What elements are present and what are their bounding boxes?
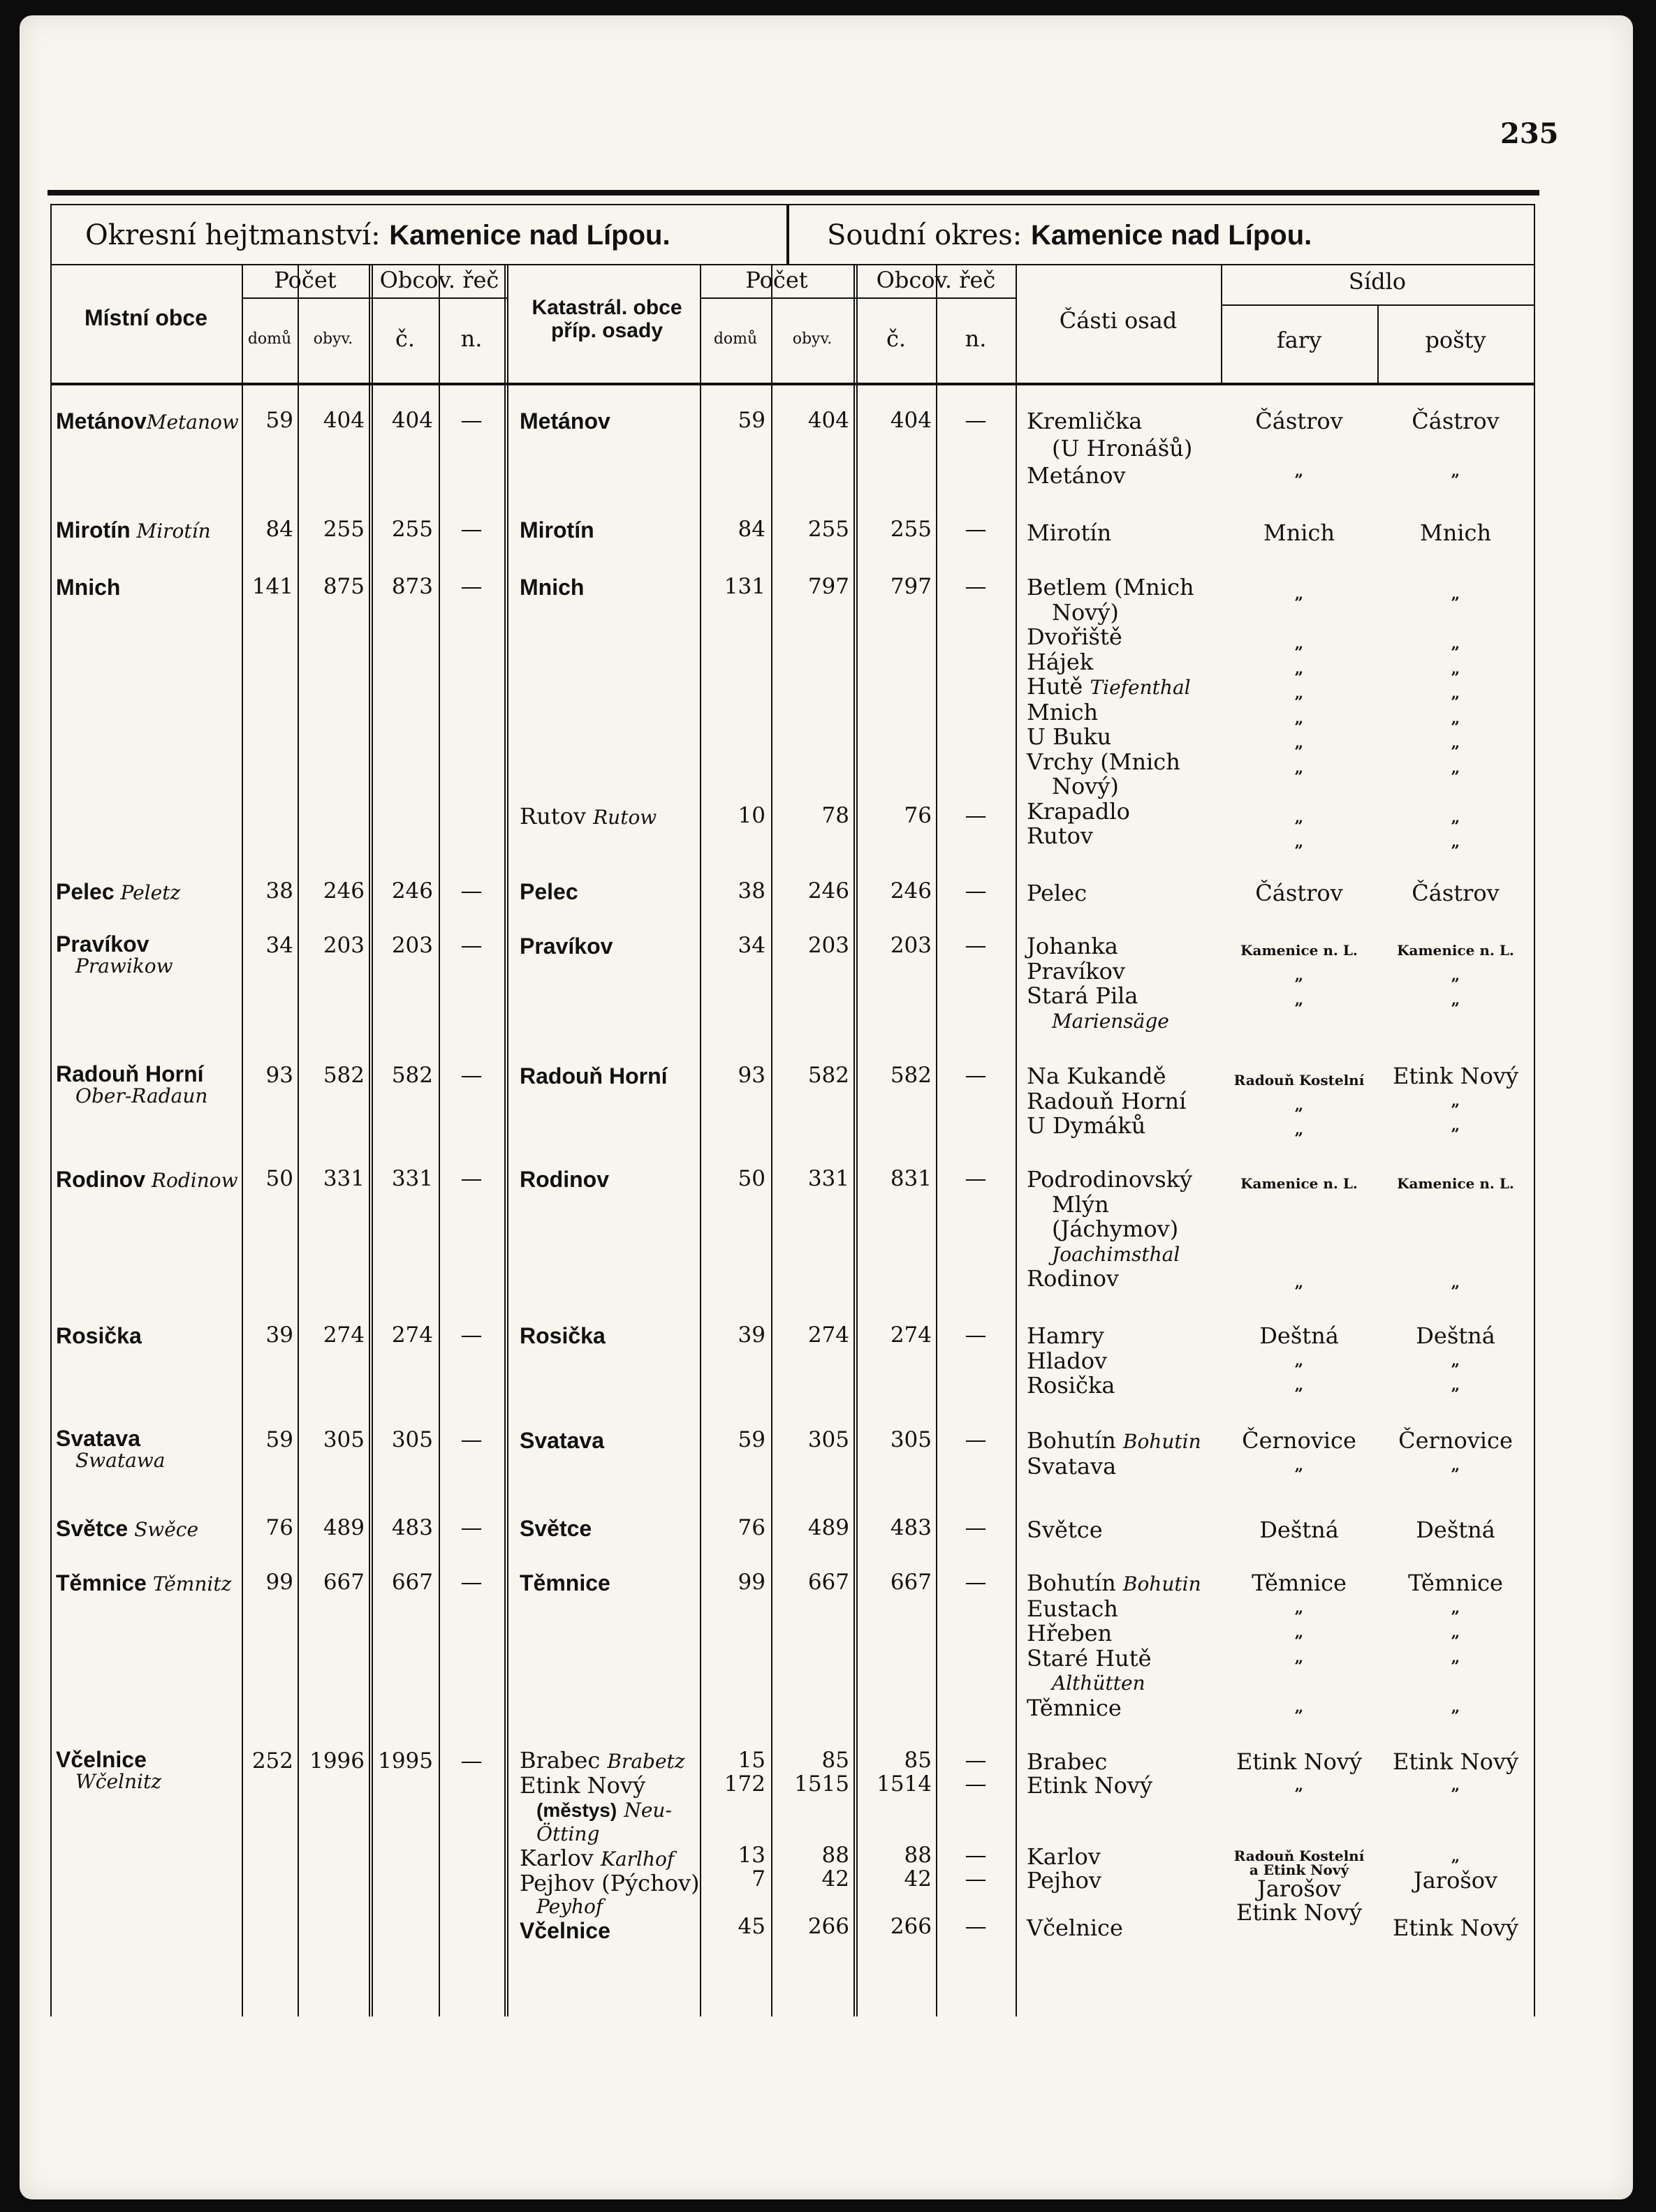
post-seat: Etink Nový „ „ (1392, 1063, 1519, 1135)
inhabitants: 582 (323, 1063, 365, 1088)
czech2: 483 (890, 1515, 932, 1540)
post-seat: Kamenice n. L. „ „ (1397, 942, 1514, 1009)
parts-list: Johanka Pravíkov Stará Pila Mariensäge (1027, 933, 1169, 1033)
german2: — (965, 878, 987, 904)
german: — (460, 1063, 483, 1088)
inhabitants2: 78 (821, 803, 849, 828)
cadastral-name: Rutov Rutow (520, 803, 657, 830)
german2: — (965, 408, 987, 433)
czech: 255 (391, 517, 433, 542)
inhabitants: 203 (323, 933, 365, 958)
houses2: 38 (738, 878, 765, 904)
cadastral-list: Brabec Brabetz Etink Nový (městys) Neu- Ötting Karlov Karlhof Pejhov (Pýchov) Peyhof Včelnice (520, 1747, 700, 1943)
section-header (50, 204, 1535, 265)
czech2: 582 (890, 1063, 932, 1088)
houses: 59 (265, 1427, 293, 1452)
post-seat: Etink Nový „ „ Jarošov Etink Nový (1392, 1748, 1519, 1941)
inhabitants2: 582 (807, 1063, 849, 1088)
german2: — (965, 803, 987, 828)
col-inhabitants2: obyv. (792, 330, 833, 348)
german: — (460, 1427, 483, 1452)
col-parts: Části osad (1059, 307, 1178, 334)
czech: 582 (391, 1063, 433, 1088)
municipality-name: Mnich (56, 575, 121, 600)
houses: 84 (265, 517, 293, 542)
german2: — (965, 1322, 987, 1348)
german2: — (965, 574, 987, 599)
cadastral-name: Radouň Horní (520, 1063, 668, 1089)
parts-list: Mirotín (1027, 519, 1112, 546)
inhabitants2: 246 (807, 878, 849, 904)
inhabitants2: 667 (807, 1570, 849, 1595)
german2: — (965, 1063, 987, 1088)
houses: 141 (251, 574, 293, 599)
col-inhabitants: obyv. (313, 330, 353, 348)
houses: 34 (265, 933, 293, 958)
municipality-name: MetánovMetanow (56, 408, 239, 434)
col-language: Obcov. řeč (379, 267, 499, 293)
houses2: 131 (724, 574, 765, 599)
german2: — (965, 1515, 987, 1540)
col-divider (507, 264, 508, 2016)
german: — (460, 517, 483, 542)
german: — (460, 408, 483, 433)
col-divider (853, 264, 855, 2016)
inhabitants: 489 (323, 1515, 365, 1540)
parts-list: Na Kukandě Radouň Horní U Dymáků (1027, 1063, 1187, 1139)
houses: 99 (265, 1570, 293, 1595)
houses: 39 (265, 1322, 293, 1348)
parts-list: Betlem (Mnich Nový) Dvořiště Hájek Hutě Tiefenthal Mnich U Buku Vrchy (Mnich Nový) Krapadlo Rutov (1027, 574, 1194, 849)
court-heading (827, 219, 1312, 251)
post-seat: Částrov „ (1412, 408, 1500, 481)
czech2: 667 (890, 1570, 932, 1595)
houses2: 15 172 13 7 45 (724, 1748, 765, 1939)
czech: 667 (391, 1570, 433, 1595)
inhabitants2: 203 (807, 933, 849, 958)
german2: — (965, 1570, 987, 1595)
czech2: 85 1514 88 42 266 (877, 1748, 932, 1939)
german: — (460, 1166, 483, 1191)
court-name: Kamenice nad Lípou. (1030, 220, 1312, 251)
houses2: 39 (738, 1322, 765, 1348)
parts-list: Pelec (1027, 880, 1087, 906)
district-heading (85, 219, 671, 251)
col-czech: č. (395, 325, 416, 352)
municipality-name: Světce Swěce (56, 1516, 199, 1541)
czech2: 274 (890, 1322, 932, 1348)
cadastral-name: Rosička (520, 1323, 606, 1348)
post-ditto: „ „ „ „ „ „ „ „ „ (1451, 585, 1460, 851)
parish-seat: Radouň Kostelní „ „ (1233, 1072, 1365, 1139)
header-sub-rule (700, 297, 1017, 299)
houses: 252 (251, 1748, 293, 1774)
parish-seat: Kamenice n. L. „ „ (1240, 942, 1358, 1009)
municipality-name: Mirotín Mirotín (56, 517, 211, 543)
german2: — (965, 1166, 987, 1191)
inhabitants2: 404 (807, 408, 849, 433)
parish-seat: Deštná „ „ (1259, 1322, 1339, 1394)
houses2: 59 (738, 1427, 765, 1452)
czech2: 255 (890, 517, 932, 542)
czech: 246 (391, 878, 433, 904)
court-label: Soudní okres: (827, 219, 1023, 251)
col-count2: Počet (745, 267, 808, 293)
post-seat: Těmnice „ „ „ „ (1408, 1570, 1503, 1716)
czech: 331 (391, 1166, 433, 1191)
czech2: 797 (890, 574, 932, 599)
parish-seat: Částrov „ (1255, 408, 1343, 481)
header-sub-rule (1221, 304, 1535, 306)
inhabitants: 1996 (309, 1748, 365, 1774)
houses2: 50 (738, 1166, 765, 1191)
col-seat: Sídlo (1348, 268, 1407, 295)
cadastral-name: Pelec (520, 879, 578, 904)
german: — (460, 1322, 483, 1348)
post-seat: Částrov (1412, 880, 1500, 906)
col-cadastral: Katastrál. obce příp. osady (532, 296, 682, 342)
houses: 50 (265, 1166, 293, 1191)
col-german2: n. (965, 325, 987, 352)
czech2: 404 (890, 408, 932, 433)
col-houses2: domů (713, 330, 758, 348)
czech: 404 (391, 408, 433, 433)
inhabitants: 255 (323, 517, 365, 542)
header-top-rule (50, 264, 1535, 265)
post-seat: Mnich (1419, 519, 1492, 546)
parish-seat: Kamenice n. L. „ (1240, 1175, 1358, 1292)
inhabitants2: 489 (807, 1515, 849, 1540)
parish-ditto: „ „ „ „ „ „ „ „ „ (1294, 585, 1304, 851)
inhabitants2: 255 (807, 517, 849, 542)
cadastral-name: Těmnice (520, 1570, 610, 1595)
houses: 38 (265, 878, 293, 904)
cadastral-name: Svatava (520, 1428, 604, 1453)
district-label: Okresní hejtmanství: (85, 219, 381, 251)
inhabitants2: 305 (807, 1427, 849, 1452)
czech: 305 (391, 1427, 433, 1452)
houses: 93 (265, 1063, 293, 1088)
inhabitants: 875 (323, 574, 365, 599)
czech2: 831 (890, 1166, 932, 1191)
cadastral-name: Světce (520, 1516, 592, 1541)
inhabitants2: 274 (807, 1322, 849, 1348)
parts-list: Hamry Hladov Rosička (1027, 1322, 1115, 1399)
parish-seat: Mnich (1263, 519, 1335, 546)
czech2: 76 (904, 803, 932, 828)
post-seat: Kamenice n. L. „ (1397, 1175, 1514, 1292)
parish-seat: Částrov (1255, 880, 1343, 906)
municipality-name: Rodinov Rodinow (56, 1167, 238, 1192)
czech2: 305 (890, 1427, 932, 1452)
parish-seat: Těmnice „ „ „ „ (1252, 1570, 1347, 1716)
col-divider (369, 264, 370, 2016)
czech: 483 (391, 1515, 433, 1540)
houses2: 99 (738, 1570, 765, 1595)
municipality-name: Pelec Peletz (56, 879, 181, 904)
page-number: 235 (1500, 117, 1559, 150)
col-language2: Obcov. řeč (876, 267, 996, 293)
inhabitants2: 331 (807, 1166, 849, 1191)
inhabitants: 404 (323, 408, 365, 433)
parts-list: Bohutín Bohutin Eustach Hřeben Staré Hutě Althütten Těmnice (1027, 1570, 1201, 1721)
cadastral-name: Mirotín (520, 517, 594, 543)
czech2: 203 (890, 933, 932, 958)
parish-seat: Deštná (1259, 1517, 1339, 1543)
houses2: 34 (738, 933, 765, 958)
german2: — (965, 517, 987, 542)
houses2: 10 (738, 803, 765, 828)
parts-list: Světce (1027, 1517, 1103, 1543)
parts-list: Brabec Etink Nový Karlov Pejhov Včelnice (1027, 1748, 1153, 1941)
top-rule (47, 190, 1539, 196)
german: — (460, 1570, 483, 1595)
header-sub-rule (242, 297, 508, 299)
czech: 203 (391, 933, 433, 958)
col-divider (1016, 264, 1017, 2016)
german: — (460, 878, 483, 904)
district-name: Kamenice nad Lípou. (389, 220, 671, 251)
houses2: 93 (738, 1063, 765, 1088)
german2: — — — — — (965, 1748, 987, 1939)
col-municipality: Místní obce (84, 305, 207, 330)
col-parish: fary (1276, 327, 1322, 353)
cadastral-name: Rodinov (520, 1167, 609, 1192)
parts-list: Bohutín Bohutin Svatava (1027, 1427, 1201, 1480)
col-czech2: č. (886, 325, 907, 352)
inhabitants: 667 (323, 1570, 365, 1595)
municipality-table (50, 264, 1535, 2010)
german: — (460, 933, 483, 958)
czech: 873 (391, 574, 433, 599)
col-post: pošty (1425, 327, 1486, 353)
czech: 274 (391, 1322, 433, 1348)
post-seat: Deštná (1416, 1517, 1495, 1543)
parish-seat: Černovice „ (1242, 1427, 1356, 1475)
municipality-name: Pravíkov Prawikow (56, 931, 173, 978)
table-border-left (50, 264, 52, 2016)
header-divider (786, 205, 789, 264)
municipality-name: Svatava Swatawa (56, 1426, 166, 1472)
parts-list: Podrodinovský Mlýn (Jáchymov) Joachimsthal Rodinov (1027, 1166, 1193, 1292)
cadastral-name: Mnich (520, 575, 585, 600)
cadastral-name: Metánov (520, 408, 610, 434)
inhabitants: 305 (323, 1427, 365, 1452)
parts-list: Kremlička (U Hronášů) Metánov (1027, 408, 1193, 489)
parish-seat: Etink Nový „ Radouň Kostelní a Etink Nový Jarošov Etink Nový (1233, 1748, 1365, 1926)
post-seat: Deštná „ „ (1416, 1322, 1495, 1394)
german2: — (965, 1427, 987, 1452)
cadastral-name: Pravíkov (520, 934, 613, 959)
german: — (460, 1515, 483, 1540)
col-german: n. (460, 325, 483, 352)
municipality-name: Rosička (56, 1323, 142, 1348)
municipality-name: Včelnice Wčelnitz (56, 1747, 161, 1793)
col-count: Počet (274, 267, 337, 293)
inhabitants: 274 (323, 1322, 365, 1348)
municipality-name: Těmnice Těmnitz (56, 1570, 232, 1595)
post-seat: Černovice „ (1398, 1427, 1513, 1475)
table-border-right (1534, 264, 1535, 2016)
houses2: 59 (738, 408, 765, 433)
inhabitants2: 85 1515 88 42 266 (794, 1748, 849, 1939)
german2: — (965, 933, 987, 958)
houses2: 84 (738, 517, 765, 542)
col-divider (504, 264, 506, 2016)
german: — (460, 574, 483, 599)
col-houses: domů (247, 330, 292, 348)
houses: 76 (265, 1515, 293, 1540)
inhabitants: 246 (323, 878, 365, 904)
czech2: 246 (890, 878, 932, 904)
houses2: 76 (738, 1515, 765, 1540)
municipality-name: Radouň Horní Ober-Radaun (56, 1061, 208, 1107)
header-bottom-rule (50, 383, 1535, 385)
czech: 1995 (378, 1748, 433, 1774)
inhabitants: 331 (323, 1166, 365, 1191)
german: — (460, 1748, 483, 1774)
inhabitants2: 797 (807, 574, 849, 599)
houses: 59 (265, 408, 293, 433)
